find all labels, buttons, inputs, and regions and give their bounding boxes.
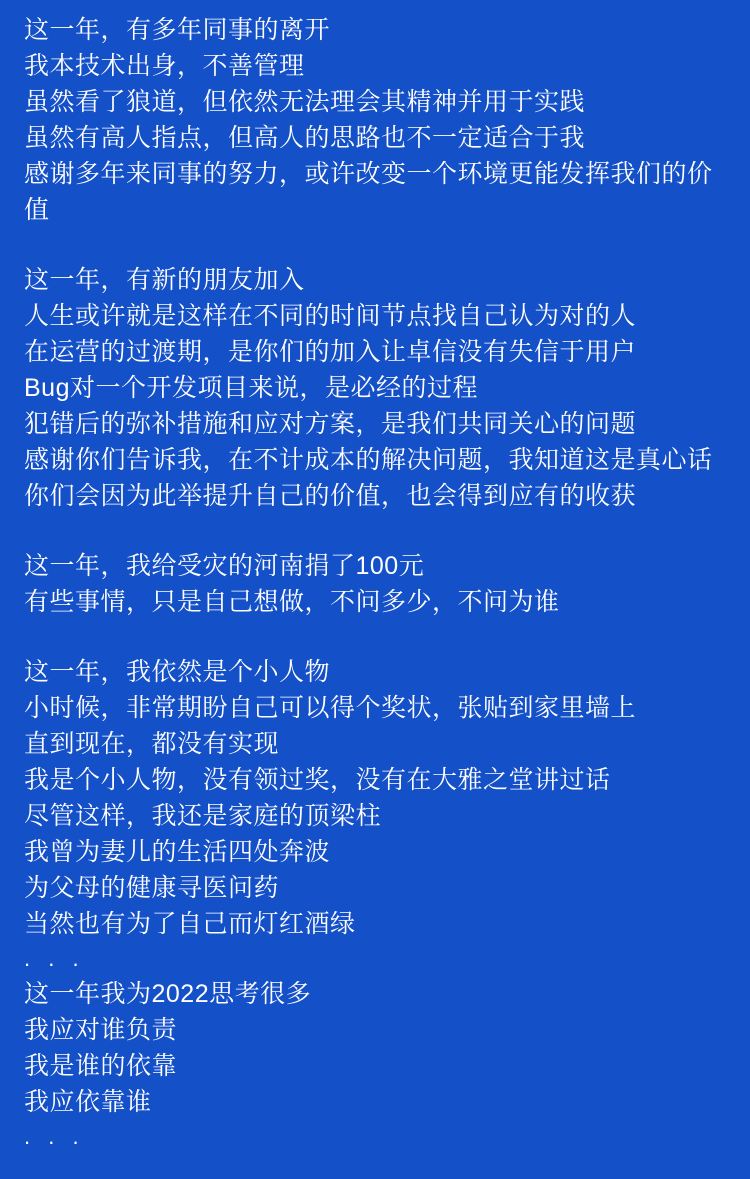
ellipsis-line: . . . <box>24 1124 85 1149</box>
text-line: 直到现在，都没有实现 <box>24 730 280 758</box>
text-line: Bug对一个开发项目来说，是必经的过程 <box>24 374 478 402</box>
text-block-3 <box>24 548 726 620</box>
text-line: 感谢你们告诉我，在不计成本的解决问题，我知道这是真心话 <box>24 446 713 474</box>
ellipsis-line: . . . <box>24 946 85 971</box>
text-line: 尽管这样，我还是家庭的顶梁柱 <box>24 802 382 830</box>
text-line: 有些事情，只是自己想做，不问多少，不问为谁 <box>24 588 560 616</box>
text-line: 当然也有为了自己而灯红酒绿 <box>24 910 356 938</box>
text-line: 这一年，我给受灾的河南捐了100元 <box>24 552 425 580</box>
text-line: 我应依靠谁 <box>24 1088 152 1116</box>
text-line: 我应对谁负责 <box>24 1016 178 1044</box>
text-line: 我是谁的依靠 <box>24 1052 178 1080</box>
text-block-4 <box>24 654 726 1154</box>
text-line: 我本技术出身，不善管理 <box>24 52 305 80</box>
text-line: 虽然有高人指点，但高人的思路也不一定适合于我 <box>24 124 586 152</box>
text-line: 你们会因为此举提升自己的价值，也会得到应有的收获 <box>24 482 637 510</box>
text-line: 这一年我为2022思考很多 <box>24 980 312 1008</box>
text-line: 感谢多年来同事的努力，或许改变一个环境更能发挥我们的价值 <box>24 160 713 224</box>
text-line: 这一年，有新的朋友加入 <box>24 266 305 294</box>
text-block-1 <box>24 12 726 228</box>
text-line: 小时候，非常期盼自己可以得个奖状，张贴到家里墙上 <box>24 694 637 722</box>
text-line: 犯错后的弥补措施和应对方案，是我们共同关心的问题 <box>24 410 637 438</box>
text-line: 这一年，我依然是个小人物 <box>24 658 331 686</box>
text-line: 人生或许就是这样在不同的时间节点找自己认为对的人 <box>24 302 637 330</box>
text-line: 在运营的过渡期，是你们的加入让卓信没有失信于用户 <box>24 338 637 366</box>
text-line: 我曾为妻儿的生活四处奔波 <box>24 838 331 866</box>
text-line: 这一年，有多年同事的离开 <box>24 16 331 44</box>
text-line: 为父母的健康寻医问药 <box>24 874 280 902</box>
text-line: 虽然看了狼道，但依然无法理会其精神并用于实践 <box>24 88 586 116</box>
text-block-2 <box>24 262 726 514</box>
text-line: 我是个小人物，没有领过奖，没有在大雅之堂讲过话 <box>24 766 611 794</box>
